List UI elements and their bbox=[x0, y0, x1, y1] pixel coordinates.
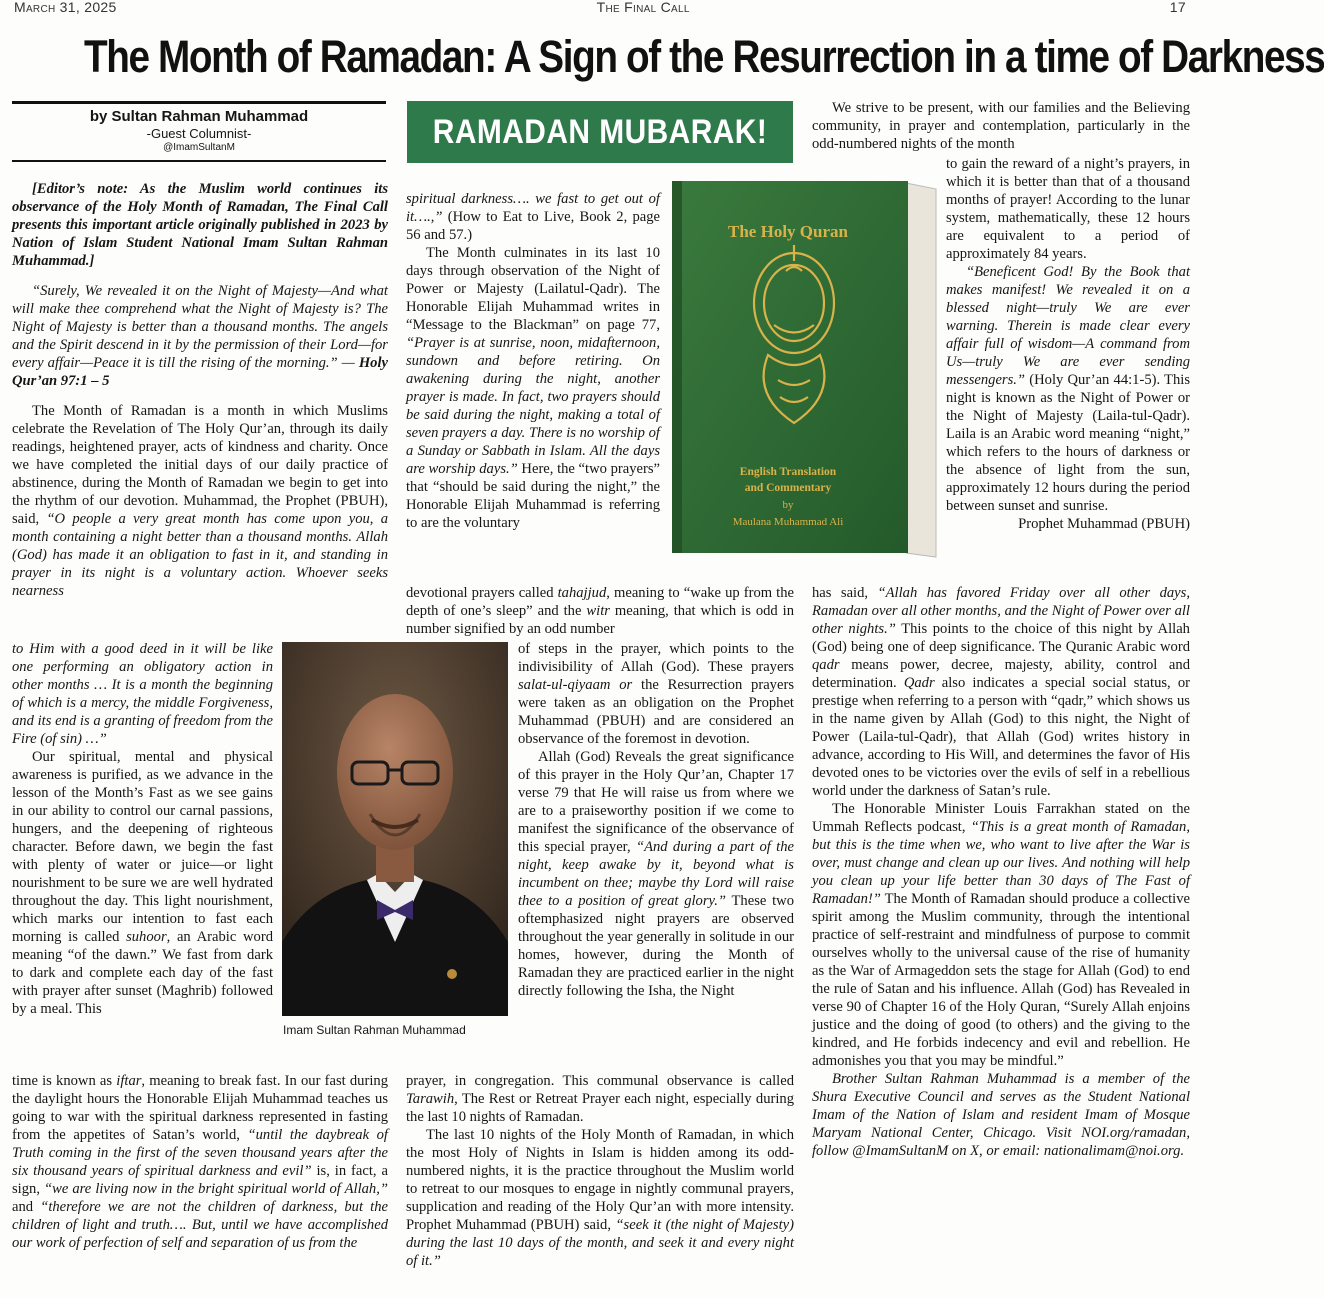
col3-paragraph-4: The Honorable Minister Louis Farrakhan stated on the Ummah Reflects podcast, “This is a great month of Ramadan, but this is the time when we, who want to live after the War is over, must change and clean up our lives. And nothing will help you clean up your life better than 30 days of The Fast of Ramadan!” The Month of Ramadan should produce a collective spirit among the Muslim community, through the intentional practice of self-restraint and mindfulness of purpose to commit ourselves wholly to the universal cause of the rise of humanity as the War of Armageddon sets the stage for Allah (God) to end the rule of Satan and his influence. Allah (God) has Revealed in verse 90 of Chapter 16 of the Holy Quran, “Surely Allah enjoins justice and the doing of good (to others) and the giving to the kindred, and He forbids indecency and evil and rebellion. He admonishes you that you may be mindful.” bbox=[812, 801, 1190, 1069]
col3-paragraph-1: We strive to be present, with our families and the Believing community, in prayer and contemplation, particularly in the odd-numbered nights of the month bbox=[812, 100, 1190, 152]
body-paragraph-1: The Month of Ramadan is a month in which Muslims celebrate the Revelation of The Holy Qur’an, through its daily readings, heightened prayer, acts of kindness and charity. Once we have completed the initial days of our daily practice of abstinence, during the Month of Ramadan we begin to get into the rhythm of our devotion. Muhammad, the Prophet (PBUH), said, “O people a very great month has come upon you, a month containing a night better than a thousand months. Allah (God) has made it an obligation to fast in it, and standing in prayer in its night is a voluntary action. Whoever seeks nearness bbox=[12, 403, 388, 599]
issue-date: March 31, 2025 bbox=[14, 0, 117, 15]
page-number: 17 bbox=[1169, 0, 1186, 15]
column-2-mid bbox=[406, 584, 794, 640]
col3-paragraph-2: “Beneficent God! By the Book that makes manifest! We revealed it on a blessed night—truly We are ever warning. Therein is made clear every affair full of wisdom—A command from Us—truly We are ever sending messengers.” (Holy Qur’an 44:1-5). This night is known as the Night of Power or the Night of Majesty (Laila-tul-Qadr). Laila is an Arabic word meaning “night,” which refers to the hours of darkness or the absence of light from the sun, approximately 12 hours during the period between sunset and sunrise. bbox=[946, 264, 1190, 514]
author-handle: @ImamSultanM bbox=[163, 142, 235, 153]
body-paragraph-2: Our spiritual, mental and physical awareness is purified, as we advance in the lesson of the Month’s Fast as we see gains in our ability to control our carnal passions, hungers, and the deepening of righteous character. Before dawn, we begin the fast with plenty of water or juice—or light nourishment to be sure we are well hydrated throughout the day. This light nourishment, which marks our intention to fast each morning is called suhoor, an Arabic word meaning “of the dawn.” We fast from dark to dark and complete each day of the fast with prayer after sunset (Maghrib) followed by a meal. This bbox=[12, 749, 273, 1017]
column-1-top bbox=[12, 180, 388, 640]
epigraph-source: Holy Qur’an 97:1 – 5 bbox=[12, 355, 388, 389]
column-3-beside-book bbox=[946, 155, 1190, 567]
author-name: by Sultan Rahman Muhammad bbox=[89, 108, 309, 125]
col2-paragraph-2: Allah (God) Reveals the great significance of this prayer in the Holy Qur’an, Chapter 17 verse 79 that He will raise us from where we are to a praiseworthy position if we come to manifest the significance of the observance of this special prayer, “And during a part of the night, keep awake by it, beyond what is incumbent on thee; maybe thy Lord will raise thee to a position of great glory.” These two oftemphasized night prayers are observed throughout the year generally in solitude in our homes, however, during the Month of Ramadan they are practiced earlier in the night directly following the Isha, the Night bbox=[518, 749, 795, 999]
col3-paragraph-1-cont: to gain the reward of a night’s prayers, in which it is better than that of a thousand months of prayer! According to the lunar system, mathematically, these 12 hours are equivalent to a period of approximately 84 years. bbox=[946, 156, 1190, 262]
column-1-bottom bbox=[12, 1072, 388, 1294]
body-paragraph-2-cont: time is known as iftar, meaning to break fast. In our fast during the daylight hours the Honorable Elijah Muhammad teaches us going to war with the spiritual darkness represented in fasting from the appetites of Satan’s world, “until the daybreak of Truth coming in the first of the seven thousand years after the six thousand years of spiritual darkness and evil” is, in fact, a sign, “we are living now in the bright spiritual world of Allah,” and “therefore we are not the children of darkness, but the children of light and truth…. But, until we have accomplished our work of perfection of self and separation of us from the bbox=[12, 1073, 388, 1251]
col3-paragraph-3: has said, “Allah has favored Friday over all other days, Ramadan over all other months, and the Night of Power over all other nights.” This points to the choice of this night by Allah (God) being one of deep significance. The Quranic Arabic word qadr means power, decree, majesty, ability, control and determination. Qadr also indicates a special social status, or prestige when referring to a person with “qadr,” which shows us in the name given by Allah (God) to this night, the Night of Power (Laila-tul-Qadr), that Allah (God) writes history in advance, according to His Will, and determines the favor of His devoted ones to be victories over the evils of self in a rebellious world under the darkness of Satan’s rule. bbox=[812, 585, 1190, 799]
col2-paragraph-2-cont: prayer, in congregation. This communal observance is called Tarawih, The Rest or Retreat Prayer each night, especially during the last 10 nights of Ramadan. bbox=[406, 1073, 794, 1125]
lapel-pin bbox=[447, 969, 457, 979]
publication-name: The Final Call bbox=[596, 0, 690, 15]
col3-paragraph-3-start: Prophet Muhammad (PBUH) bbox=[1018, 516, 1190, 532]
column-1-wrap bbox=[12, 640, 273, 1072]
column-3-top bbox=[812, 99, 1190, 155]
banner-text: RAMADAN MUBARAK! bbox=[432, 112, 768, 151]
byline-top-rule bbox=[12, 101, 386, 104]
ramadan-mubarak-banner bbox=[407, 101, 793, 163]
column-2-top bbox=[406, 190, 660, 584]
book-subtitle-1: English Translation bbox=[739, 466, 837, 478]
holy-quran-book-image bbox=[668, 175, 944, 563]
book-title: The Holy Quran bbox=[728, 222, 848, 241]
column-2-bottom bbox=[406, 1072, 794, 1294]
column-2-wrap bbox=[518, 640, 794, 1072]
author-bio: Brother Sultan Rahman Muhammad is a member of the Shura Executive Council and serves as the Student National Imam of the Nation of Islam and resident Imam of Mosque Maryam National Center, Chicago. Visit NOI.org/ramadan, follow @ImamSultanM on X, or email: nationalimam@noi.org. bbox=[812, 1071, 1190, 1159]
author-role: -Guest Columnist- bbox=[146, 126, 252, 141]
book-author: Maulana Muhammad Ali bbox=[732, 516, 844, 528]
running-header bbox=[14, 0, 1186, 15]
author-portrait-photo bbox=[282, 642, 508, 1016]
col2-paragraph-3: The last 10 nights of the Holy Month of Ramadan, in which the most Holy of Nights in Islam is hidden among its odd-numbered nights, it is the practice throughout the Muslim world to retreat to our mosques to engage in nightly communal prayers, supplication and reading of the Holy Qur’an with more intensity. Prophet Muhammad (PBUH) said, “seek it (the night of Majesty) during the last 10 days of the month, and seek it and every night of it.” bbox=[406, 1127, 794, 1269]
photo-caption: Imam Sultan Rahman Muhammad bbox=[283, 1023, 466, 1037]
col2-paragraph-1: The Month culminates in its last 10 days through observation of the Night of Power or Majesty (Lailatul-Qadr). The Honorable Elijah Muhammad writes in “Message to the Blackman” on page 77, “Prayer is at sunrise, noon, midafternoon, sundown and before retiring. On awakening during the night, another prayer is made. In fact, two prayers should be said during the night, making a total of seven prayers a day. There is no worship of a Sunday or Sabbath in Islam. All the days are worship days.” Here, the “two prayers” that “should be said during the night,” the Honorable Elijah Muhammad is referring to are the voluntary bbox=[406, 245, 660, 531]
article-headline: The Month of Ramadan: A Sign of the Resurrection in a time of Darkness bbox=[84, 31, 1324, 82]
col2-quote-continuation: spiritual darkness…. we fast to get out of it….,” (How to Eat to Live, Book 2, page 56 and 57.) bbox=[406, 191, 660, 243]
byline bbox=[12, 108, 386, 155]
col2-paragraph-1-cont: devotional prayers called tahajjud, meaning to “wake up from the depth of one’s sleep” and the witr meaning, that which is odd in number signified by an odd number bbox=[406, 585, 795, 637]
col2-paragraph-1-end: of steps in the prayer, which points to the indivisibility of Allah (God). These prayers salat-ul-qiyaam or the Resurrection prayers were taken as an obligation on the Prophet Muhammad (PBUH) and are considered an observance of the foremost in devotion. bbox=[518, 641, 794, 747]
column-3-bottom bbox=[812, 584, 1190, 1294]
book-by: by bbox=[782, 499, 794, 511]
book-subtitle-2: and Commentary bbox=[744, 482, 832, 494]
body-paragraph-1-cont: to Him with a good deed in it will be like one performing an obligatory action in other months … It is a month the beginning of which is a mercy, the middle Forgiveness, and its end is a granting of freedom from the Fire (of sin) …” bbox=[12, 641, 273, 747]
epigraph: “Surely, We revealed it on the Night of Majesty—And what will make thee comprehend what the Night of Majesty is? The Night of Majesty is better than a thousand months. The angels and the Spirit descend in it by the permission of their Lord—for every affair—Peace it is till the rising of the morning.” — Holy Qur’an 97:1 – 5 bbox=[12, 283, 388, 389]
book-spine-shadow bbox=[672, 181, 682, 553]
editor-note: [Editor’s note: As the Muslim world continues its observance of the Holy Month of Ramadan, The Final Call presents this important article originally published in 2023 by Nation of Islam Student National Imam Sultan Rahman Muhammad.] bbox=[12, 181, 388, 269]
book-pages-edge bbox=[906, 183, 936, 557]
byline-bottom-rule bbox=[12, 160, 386, 162]
